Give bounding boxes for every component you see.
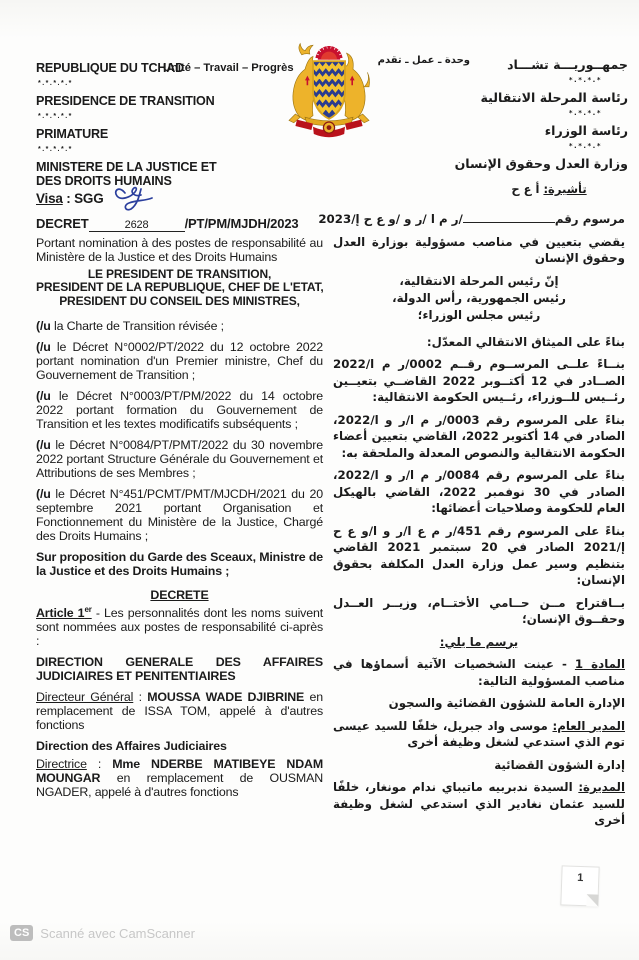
article-1-label-arabic: المادة 1 [574,657,626,671]
dots-separator: *.*.*.* [568,109,602,117]
article-1-label: Article 1er [36,605,92,621]
vu-marker: (/u [36,319,51,334]
appointee-name: Mme NDERBE MATIBEYE NDAM MOUNGAR [36,757,323,786]
vu-marker: (/u [36,438,51,453]
president-titles-arabic [333,273,625,324]
vu-clause-arabic: بناءً على المرسوم رقم 0084/ر م ا/ر و ا/2022، الصادر في 30 نوفمبر 2022، القاضي بالهيكل العام للحكومة وصلاحيات أعضائها: [333,468,626,515]
vu-clause: (/u le Décret N°451/PCMT/PMT/MJCDH/2021 du 20 septembre 2021 portant Organisation et Fonctionnement du Ministère de la Justice, Chargé des Droits Humains ; [36,487,323,544]
camscanner-icon: CS [10,925,33,941]
dots-separator: *.*.*.*.* [38,146,73,153]
french-column [36,217,323,806]
decrees-heading-arabic: يرسم ما يلي: [439,634,519,649]
dots-separator: *.*.*.* [568,76,602,84]
vu-clause-arabic: بناءً على المرسوم رقم 451/ر م ع ا/ر و ا/و ع ح إ/2021 الصادر في 20 سبتمبر 2021 القاضي بتنظيم وسير عمل وزارة العدل المكلفة بحقوق الإنسان: [333,523,625,587]
primature-title-arabic: رئاسة الوزراء [544,123,628,138]
vu-clause: (/u le Décret N°0002/PT/2022 du 12 octobre 2022 portant nomination d'un Premier ministre, Chef du Gouvernement de Transition ; [36,340,323,383]
dots-separator: *.*.*.*.* [38,80,73,87]
signature-icon [111,183,157,211]
directrice-label: Directrice [36,757,87,772]
camscanner-watermark [10,925,195,941]
decree-number: 2628 [124,219,149,231]
chad-coat-of-arms-icon [281,36,377,144]
decree-label: DECRET [36,216,89,231]
vu-clause: (/u le Décret N°0084/PT/PMT/2022 du 30 novembre 2022 portant Structure Générale du Gouvernement et Attributions de ses Membres ; [36,438,323,481]
page-number: 1 [577,871,584,885]
directeur-general-appointment-arabic: المدير العام: موسى واد جبريل، خلفًا للسيد عيسى توم الذي استدعي لشغل وظيفة أخرى [333,718,626,749]
vu-clause: (/u le Décret N°0003/PT/PM/2022 du 14 octobre 2022 portant formation du Gouvernement de Transition et les textes modificatifs subséquents ; [36,389,323,432]
motto-french: Unité – Travail – Progrès [163,62,294,74]
decree-number-line [36,217,323,232]
decree-subject: Portant nomination à des postes de responsabilité au Ministère de la Justice et des Droits Humains [36,236,323,264]
vu-clause-arabic: بنــاءً علــى المرســوم رقــم 0002/ر م ا/2022 الصــادر في 12 أكتــوبر 2022 القاضــي بتعيــين رئــيس للــوزراء، رئــيس الحكومة الانتقالية: [333,357,625,404]
article-1: Article 1er - Les personnalités dont les noms suivent sont nommées aux postes de responsabilité ci-après : [36,605,323,649]
presidence-title-arabic: رئاسة المرحلة الانتقالية [480,90,628,105]
visa-line-french [36,183,157,211]
vu-clause: (/u la Charte de Transition révisée ; [36,319,224,334]
page-number-corner [560,865,599,906]
dots-separator: *.*.*.* [568,142,602,150]
appointee-name: MOUSSA WADE DJIBRINE [147,690,305,705]
visa-line-arabic [497,182,601,196]
visa-label-arabic: تأشيرة: [543,182,587,196]
decree-subject-arabic: يقضي بتعيين في مناصب مسؤولية بوزارة العدل وحقوق الإنسان [333,234,625,265]
directeur-general-label: Directeur Général [36,690,134,705]
page-fold-icon [586,894,598,906]
visa-label: Visa [36,191,63,206]
president-title-line: LE PRESIDENT DE TRANSITION, [87,267,272,281]
primature-title: PRIMATURE [36,127,109,141]
decrete-heading: DECRETE [150,588,209,603]
republic-title: REPUBLIQUE DU TCHAD [36,61,185,75]
vu-clause-arabic: بناءً على الميثاق الانتقالي المعدّل: [426,334,625,349]
president-title-line: PRESIDENT DE LA REPUBLIQUE, CHEF DE L'ETAT, [36,280,324,295]
direction-generale-heading: DIRECTION GENERALE DES AFFAIRES JUDICIAIRES ET PENITENTIAIRES [36,655,323,684]
ministry-title: MINISTERE DE LA JUSTICE ET DES DROITS HUMAINS [36,160,217,188]
article-1-arabic: المادة 1 - عينت الشخصيات الآتية أسماؤها في مناصب المسؤولية التالية: [333,657,626,688]
presidence-title: PRESIDENCE DE TRANSITION [36,94,215,108]
direction-affaires-judiciaires-heading: Direction des Affaires Judiciaires [36,739,227,754]
decree-reference: /PT/PM/MJDH/2023 [184,216,299,231]
republic-title-arabic: جمهــوريـــة تشـــاد [507,57,628,72]
vu-marker: (/u [36,389,51,404]
visa-value: : SGG [62,191,104,206]
president-title-line: رئيس الجمهورية، رأس الدولة، [392,290,566,305]
directrice-appointment-arabic: المديرة: السيدة ندبربيه ماتيباي ندام مونغار، خلفًا للسيد عثمان نغادير الذي استدعي لشغل وظيفة أخرى [333,780,625,827]
dots-separator: *.*.*.*.* [38,113,73,120]
president-titles [36,268,323,308]
decree-number-blank [89,220,185,232]
vu-clause-arabic: بناءً على المرسوم رقم 0003/ر م ا/ر و ا/2022، الصادر في 14 أكتوبر 2022، القاضي بتعيين أعضاء الحكومة الانتقالية والنصوص المعدلة والملحقة به: [333,412,625,460]
president-title-line: رئيس مجلس الوزراء؛ [417,307,541,322]
proposition: Sur proposition du Garde des Sceaux, Ministre de la Justice et des Droits Humains ; [36,550,323,579]
direction-affaires-judiciaires-heading-arabic: إدارة الشؤون القضائية [494,757,625,772]
ministry-title-arabic: وزارة العدل وحقوق الإنسان [454,156,628,171]
directrice-label-arabic: المديرة: [578,780,625,794]
decree-label-arabic: مرسوم رقم [554,212,625,226]
french-letterhead [36,62,241,188]
camscanner-text: Scanné avec CamScanner [40,925,195,941]
president-title-line: PRESIDENT DU CONSEIL DES MINISTRES, [59,293,300,308]
decree-number-line-arabic [318,211,625,228]
direction-generale-heading-arabic: الإدارة العامة للشؤون القضائية والسجون [388,696,625,710]
vu-marker: (/u [36,487,51,502]
directeur-general-label-arabic: المدير العام: [552,718,626,733]
president-title-line: إنّ رئيس المرحلة الانتقالية، [399,273,559,288]
directrice-appointment: Directrice : Mme NDERBE MATIBEYE NDAM MOUNGAR en remplacement de OUSMAN NGADER, appelé à d'autres fonctions [36,757,323,800]
decree-reference-arabic: /ر م ا /ر و /و ع ح إ/2023 [318,212,463,226]
arabic-column [318,211,626,835]
directeur-general-appointment: Directeur Général : MOUSSA WADE DJIBRINE en remplacement de ISSA TOM, appelé à d'autres fonctions [36,690,323,733]
visa-value-arabic: أ ع ح [511,182,544,196]
proposition-arabic: بــاقتراح مــن حــامي الأختــام، وزيــر العــدل وحقــوق الإنسان؛ [333,595,625,626]
motto-arabic: وحدة ـ عمل ـ تقدم [377,55,470,66]
vu-marker: (/u [36,340,51,355]
arabic-letterhead [454,57,628,171]
decree-number-blank-arabic [463,212,555,223]
